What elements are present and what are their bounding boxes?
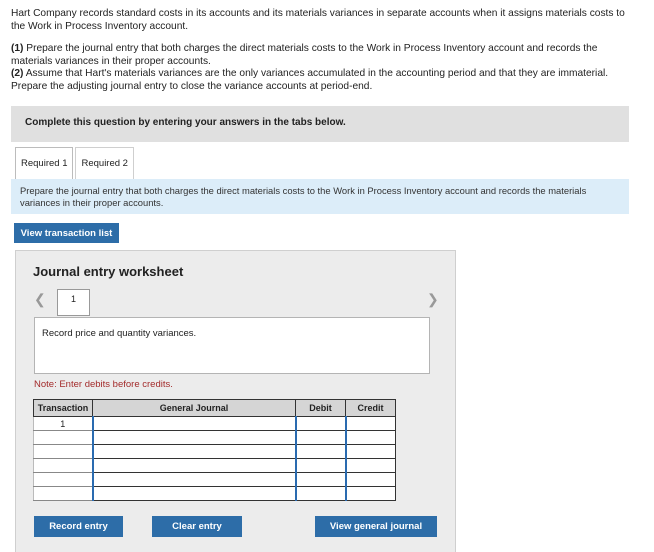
transaction-cell <box>34 487 93 501</box>
credit-input[interactable] <box>346 459 396 473</box>
credit-input[interactable] <box>346 431 396 445</box>
instruction-text: Prepare the journal entry that both charges the direct materials costs to the Work in Process Inventory account and records the materials variances in their proper accounts. <box>20 185 587 208</box>
table-row <box>34 431 396 445</box>
general-journal-input[interactable] <box>93 417 296 431</box>
part2-label: (2) <box>11 68 24 80</box>
debit-input[interactable] <box>296 459 346 473</box>
transaction-cell <box>34 431 93 445</box>
record-entry-button[interactable]: Record entry <box>34 516 123 537</box>
tab-required-2[interactable]: Required 2 <box>75 147 133 179</box>
credit-input[interactable] <box>346 487 396 501</box>
problem-intro: Hart Company records standard costs in its accounts and its materials variances in separate accounts when it assigns materials costs to the Work in Process Inventory account. <box>11 8 625 32</box>
clear-entry-button[interactable]: Clear entry <box>152 516 242 537</box>
tab-instruction <box>11 179 629 214</box>
general-journal-input[interactable] <box>93 445 296 459</box>
part2-text: Assume that Hart's materials variances are the only variances accumulated in the accounting period and that they are immaterial. Prepare the adjusting journal entry to close the variance accounts at period-end. <box>11 68 609 92</box>
credit-input[interactable] <box>346 417 396 431</box>
chevron-right-icon[interactable]: ❯ <box>427 291 439 307</box>
general-journal-input[interactable] <box>93 431 296 445</box>
table-row <box>34 417 396 431</box>
column-header-general-journal: General Journal <box>93 400 296 417</box>
credit-input[interactable] <box>346 445 396 459</box>
general-journal-input[interactable] <box>93 473 296 487</box>
table-row <box>34 473 396 487</box>
problem-requirements <box>11 43 641 93</box>
table-row <box>34 487 396 501</box>
debit-input[interactable] <box>296 417 346 431</box>
debit-input[interactable] <box>296 431 346 445</box>
transaction-cell <box>34 473 93 487</box>
debit-input[interactable] <box>296 487 346 501</box>
chevron-left-icon[interactable]: ❮ <box>34 291 46 307</box>
entry-description: Record price and quantity variances. <box>42 328 197 339</box>
transaction-cell: 1 <box>34 417 93 431</box>
general-journal-input[interactable] <box>93 459 296 473</box>
transaction-cell <box>34 459 93 473</box>
worksheet-page-number[interactable]: 1 <box>57 289 90 316</box>
column-header-transaction: Transaction <box>34 400 93 417</box>
entry-note: Note: Enter debits before credits. <box>34 379 173 390</box>
view-transaction-list-button[interactable]: View transaction list <box>14 223 119 243</box>
instructions-banner <box>11 106 629 142</box>
transaction-cell <box>34 445 93 459</box>
worksheet-title: Journal entry worksheet <box>33 264 184 279</box>
part1-label: (1) <box>11 43 24 55</box>
banner-text: Complete this question by entering your answers in the tabs below. <box>25 117 346 128</box>
requirement-tabs <box>15 147 134 180</box>
entry-description-box <box>34 317 430 374</box>
view-general-journal-button[interactable]: View general journal <box>315 516 437 537</box>
problem-statement <box>11 8 641 94</box>
journal-table <box>33 399 396 501</box>
credit-input[interactable] <box>346 473 396 487</box>
table-row <box>34 445 396 459</box>
column-header-debit: Debit <box>296 400 346 417</box>
tab-required-1[interactable]: Required 1 <box>15 147 73 179</box>
journal-entry-worksheet <box>15 250 456 552</box>
part1-text: Prepare the journal entry that both charges the direct materials costs to the Work in Process Inventory account and records the materials variances in their proper accounts. <box>11 43 598 67</box>
debit-input[interactable] <box>296 473 346 487</box>
general-journal-input[interactable] <box>93 487 296 501</box>
table-row <box>34 459 396 473</box>
debit-input[interactable] <box>296 445 346 459</box>
column-header-credit: Credit <box>346 400 396 417</box>
